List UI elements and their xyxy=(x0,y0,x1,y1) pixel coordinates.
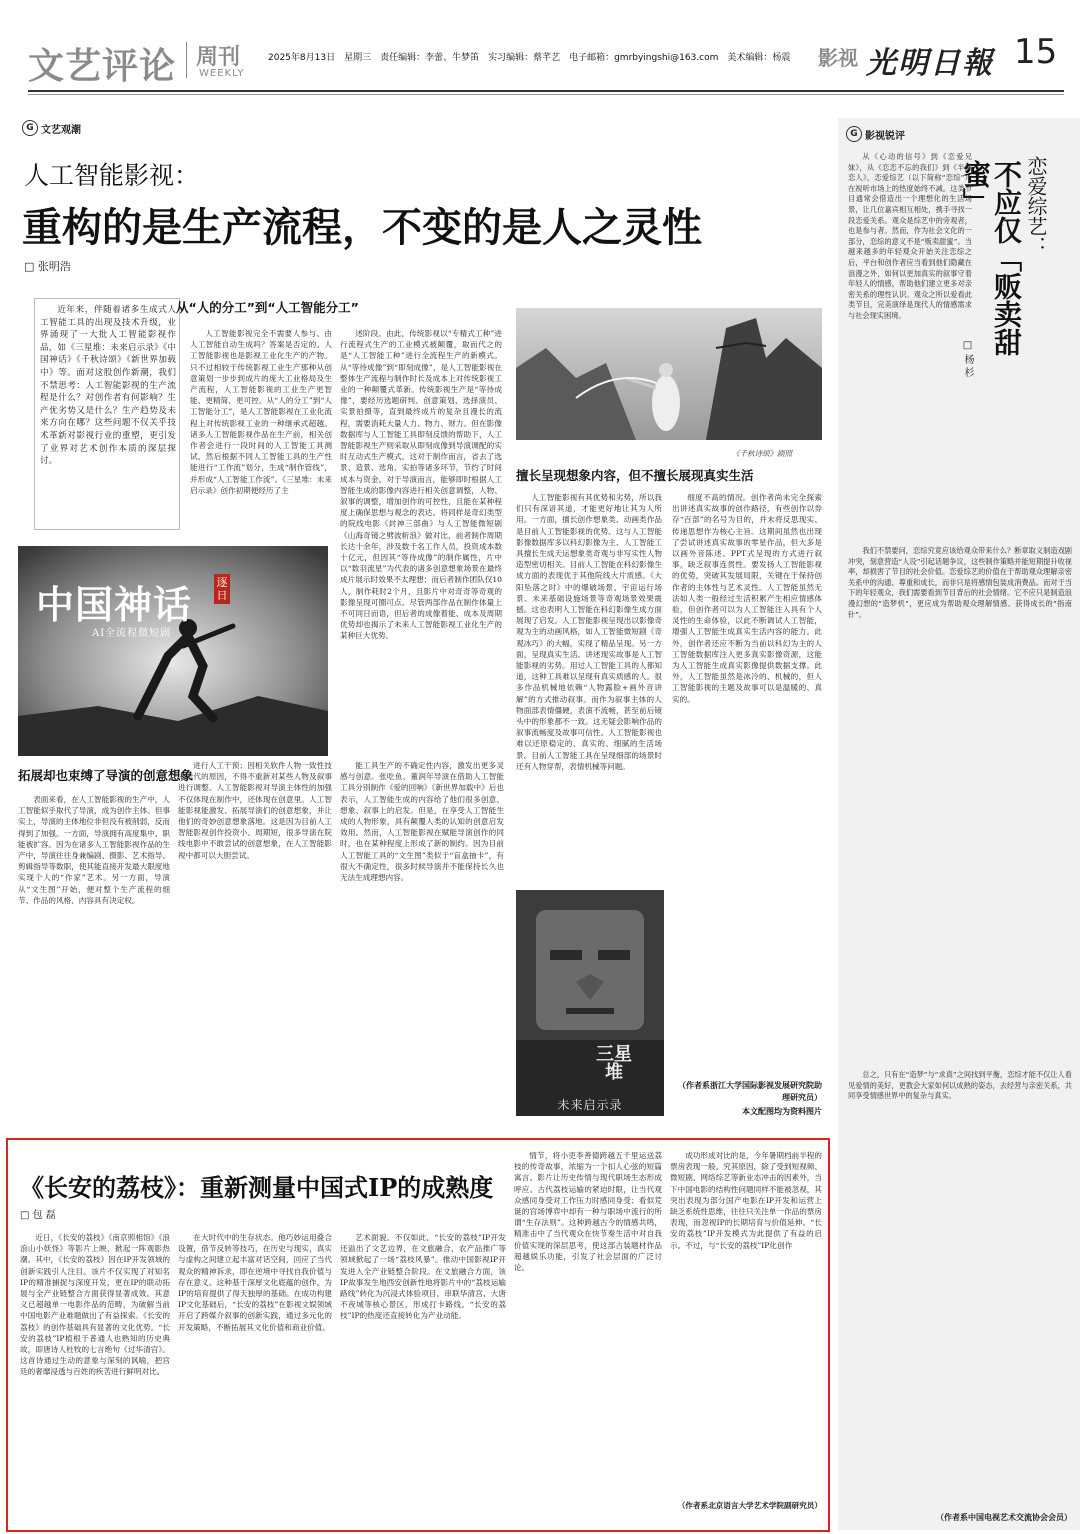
bottom-col-3-text: 艺术面貌。不仅如此，“长安的荔枝”IP开发还溢出了文艺边界，在文旅融合、农产品推广等领域掀起了一场“荔枝风暴”。推动中国影视IP开发进入全产业链整合阶段。在文旅融合方面，该IP故事发生地西安创新性地将影片中的“荔枝运输路线”转化为沉浸式体验项目，串联华清宫、大唐不夜城等核心景区，形成打卡路线。“长安的荔枝”IP的热度还直接转化为产业动能。 xyxy=(340,1233,506,1321)
sidebar-author: □ 杨 杉 xyxy=(962,340,973,378)
bottom-byline: □ 包 磊 xyxy=(20,1210,56,1221)
main-col-2-text: 述阶段。由此，传统影视以“专精式工种”进行流程式生产的工业模式被颠覆，取而代之的是“人工智能工种”进行全流程生产的新模式。从“等待成像”到“即刻成像”，是人工智能影视在整体生产流程与制作时长及成本上对传统影视工业的一种颠覆式革新。传统影视生产是“等待成像”，要经历选题研判、创意策划、选择演员、实景拍摄等，直到最终成片的复杂且漫长的流程，需要消耗大量人力、物力、财力。但在影像数据库与人工智能工具即刻反馈的帮助下，人工智能影视生产则采取从即刻成像到导演调配的实时互动式生产模式。这对于制作而言，省去了选景、造景、选角、实拍等诸多环节，节约了时间成本与资金。对于导演而言，能够即时根据人工智能生成的影像内容进行相关创意调整，人物、叙事的调整，增加创作的可控性，且能在某种程度上确保思想与观念的表达。将同样是奇幻类型的院线电影《封神三部曲》与人工智能微短剧《山海奇镜之劈波斩浪》做对比，前者制作周期长达十余年，涉及数千名工作人员，投资成本数十亿元，但因其“等待成像”的制作属性，片中以“数羽流星”为代表的诸多创意想象场景在最终成片展示时效果不太理想；而后者制作团队仅10人，制作耗时2个月，且影片中对奇奇等奇观的影像呈现可圈可点。尽管两部作品在制作体量上不可同日而语，但后者的成像着能、成本及周期优势却也揭示了未来人工智能影视工业化生产的某种巨大优势。 xyxy=(340,329,502,641)
bottom-col-4 xyxy=(514,1150,662,1524)
main-kicker: 人工智能影视： xyxy=(24,161,200,190)
subhead-division: 从“人的分工”到“人工智能分工” xyxy=(176,300,359,315)
section-name: 文艺评论 xyxy=(28,45,177,87)
main-col-5-text: 进行人工干预；因相关软件人物一致性技术选代的原因，不得不重新对某些人物及叙事进行调整。人工智能影视对导演主体性的加强不仅体现在制作中，还体现在创意里。人工智能影视能激发、拓展导演们的创意想象，并让他们的奇妙创意想象落地。这是因为目前人工智能影视创作投资小、周期短，很多导演在院线电影中不敢尝试的创意想象，在人工智能影视中都可以大胆尝试。 xyxy=(178,761,332,860)
main-badge-label: 文艺观潮 xyxy=(41,124,81,136)
sidebar-title: 不应仅「贩卖甜蜜」 xyxy=(959,160,1023,356)
poster-sanxingdui-art xyxy=(516,890,664,1116)
weekly-en-label: WEEKLY xyxy=(199,68,245,79)
poster1-title: 中国神话 xyxy=(36,583,193,627)
header-rule-thin xyxy=(28,94,1064,95)
main-col-6-text: 表面来看，在人工智能影视的生产中，人工智能似乎取代了导演，成为创作主体。但事实上，导演的主体地位非但没有被削弱，反而得到了加强。一方面，导演拥有高度集中、职能被扩容。因为在诸多人工智能影视作品的生产中，导演往往身兼编剧、摄影、艺术指导、剪辑指导等数职，使其能直接开发最大限度地实现个人的“作家”艺术。另一方面，导演从“文生图”开始，便对整个生产流程的细节、作品的风格、内容具有决定权。 xyxy=(18,795,170,905)
sidebar-body-1 xyxy=(848,152,972,538)
main-col-2 xyxy=(340,328,502,740)
bottom-col-4-text: 情节，将小吏李善德跨越五千里运送荔枝的传奇故事，浓缩为一个扣人心弦的短篇寓言。影片让历史传情与现代职场生态形成呼应。古代荔枝运输的紧迫时限，让当代观众感同身受对工作压力时感同身受；看似荒诞的官场博弈中却有一种与职场中流行的所谓“生存法则”。这种跨越古今的情感共鸣，精准击中了当代观众在快节奏生活中对自我价值实现的深层思考，使这部古装题材作品超越娱乐功能，引发了社会层面的广泛讨论。 xyxy=(514,1151,662,1273)
sidebar-body-3-text: 总之，只有在“造梦”与“求真”之间找到平衡，恋综才能不仅让人看见爱情的美好，更教会大家如何以成熟的姿态，去经营与亲密关系，共同享受情感世界中的复杂与真实。 xyxy=(848,1070,1072,1101)
guangming-logo-icon: G xyxy=(22,120,38,136)
header-rule xyxy=(28,90,1064,92)
bottom-col-3 xyxy=(340,1232,506,1524)
sidebar-body-3 xyxy=(848,1070,1072,1506)
bottom-col-5 xyxy=(670,1150,822,1498)
bottom-col-1 xyxy=(20,1232,170,1524)
header-meta: 2025年8月13日 星期三 责任编辑：李蕾、牛梦笛 实习编辑：蔡芊艺 电子邮箱：gmrbyingshi@163.com 美术编辑：杨震 xyxy=(268,53,791,63)
section-divider xyxy=(186,42,187,78)
main-col-7-text: 能工具生产的不确定性内容，激发出更多灵感与创意。张吃鱼、董润年导演在借助人工智能工具分别制作《爱的回响》《新世界加载中》后也表示，人工智能生成的内容给了他们很多创意、想象、叙事上的启发。但是，在享受人工智能生成的人物形象，具有颠覆人类的认知的创意启发效用。然而，人工智能影视在赋能导演创作的同时，也在某种程度上形成了新的制约。因为目前人工智能工具的“文生图”类似于“盲盒抽卡”，有很大不确定性，很多时候导演并不能保持长久也无法生成理想内容。 xyxy=(340,761,504,883)
bottom-credit: （作者系北京语言大学艺术学院副研究员） xyxy=(677,1501,822,1510)
main-col-6 xyxy=(18,794,170,1124)
painting-image xyxy=(516,308,822,440)
main-badge xyxy=(22,120,81,136)
poster2-title: 三星堆 xyxy=(596,1044,632,1083)
main-byline: □ 张明浩 xyxy=(24,260,71,273)
bottom-col-5-text: 成功形成对比的是，今年暑期档前半程的票房表现一般。究其原因，除了受到短视频、微短剧、网络综艺等新业态冲击的因素外，当下中国电影的结构性问题同样不能被忽视，其突出表现为部分国产电影在IP开发和运营上缺乏系统性思维，往往只关注单一作品的票房表现，而忽视IP的长期培育与价值延伸。“长安的荔枝”IP开发模式为此提供了有益的启示。不过，与“长安的荔枝”IP化创作 xyxy=(670,1151,822,1250)
main-credit: （作者系浙江大学国际影视发展研究院助理研究员） xyxy=(678,1081,822,1102)
main-col-1-text: 人工智能影视完全不需要人参与、由人工智能自动生成吗？答案是否定的。人工智能影视也是影视工业化生产的产物。只不过相较于传统影视工业生产那种从创意策划一步步到成片的庞大工业格局及生产流程，人工智能影视的工业生产更智能、更精简、更可控。从“人的分工”到“人工智能分工”，是人工智能影视在工业化流程上对传统影视工业的一种继承式超越。诸多人工智能影视作品在生产前，相关创作者会进行一段时间的人工智能工具测试，然后根据不同人工智能工具的生产性能进行“工作流”划分，生成“制作管线”，并形成“人工智能工作流”。《三星堆：未来启示录》创作初期便经历了主 xyxy=(190,329,332,495)
bottom-col-1-text: 近日，《长安的荔枝》《南京照相馆》《浪浪山小妖怪》等影片上映，掀起一阵观影热潮。其中，《长安的荔枝》因在IP开发领域的创新实践引人注目。该片不仅实现了对知名IP的精准捕捉与深度开发，更在IP的联动拓展与全产业链整合方面获得显著成效。其意义已超越单一电影作品的范畴，为破解当前中国电影产业难题做出了有益探索。《长安的荔枝》的创作基础具有显著的文化优势。“长安的荔枝”IP植根于普通人也熟知的历史典故，即唐诗人杜牧的七言绝句《过华清宫》。这首诗通过生动的意象与深刻的讽喻，把宫廷的奢靡浸透与百姓的疾苦进行鲜明对比。 xyxy=(20,1233,170,1377)
main-col-5 xyxy=(178,760,332,1124)
bottom-col-2 xyxy=(178,1232,332,1524)
sidebar-badge-label: 影视锐评 xyxy=(865,130,905,142)
page-number: 15 xyxy=(1014,32,1058,72)
newspaper-name: 光明日報 xyxy=(866,46,994,81)
sidebar-badge xyxy=(846,126,905,142)
sidebar-body-1-text: 从《心动的信号》到《恋爱兄妹》，从《恋恋不忘的我们》到《半熟恋人》，恋爱综艺（以下简称“恋综”）在视听市场上的热度始终不减。这类节目通常会借造出一个理想化的生活场景，让几位嘉宾相互相处，携手寻找一段恋爱关系。观众是综艺中的旁观者，也是参与者。然而，作为社会文化的一部分，恋综的意义不是“贩卖甜蜜”。当越来越多的年轻观众开始关注恋综之后，平台和创作者应当看到他们隐藏在浪漫之外，如何以更加真实的叙事守着年轻人的情感，帮助他们建立更多对亲密关系的理性认识。观众之所以爱看此类节目，完美演绎是现代人的情感需求与社会现实困境。 xyxy=(848,152,972,320)
header-category: 影视 xyxy=(818,46,858,70)
main-col-4 xyxy=(672,492,822,1066)
poster1-subtitle: 逐日 xyxy=(214,574,230,604)
subhead-director: 拓展却也束缚了导演的创意想象 xyxy=(18,768,194,783)
main-intro-text: 近年来，伴随着诸多生成式人工智能工具的出现及技术升级，业界涌现了一大批人工智能影视作品，如《三星堆：未来启示录》《中国神话》《千秋诗颂》《新世界加载中》等。面对这股创作新潮，我们不禁思考：人工智能影视的生产流程是什么？对创作者有何影响？生产优劣势又是什么？生产趋势及未来方向在哪？这些问题不仅关乎技术革新对影视行业的重塑，更引发了业界对艺术创作本质的深层探讨。 xyxy=(40,305,176,467)
bottom-title: 《长安的荔枝》：重新测量中国式IP的成熟度 xyxy=(20,1173,494,1202)
main-col-4-text: 细度不高的情况。创作者尚未完全探索出讲述真实故事的创作路径，有些创作以券存“百部”的名号为目的，并未将反思现实、传递思想作为核心主旨。这期间虽然也出现了尝试讲述真实故事的零星作品，但大多是以画外音陈述、PPT式呈现的方式进行叙事，缺乏叙事连贯性。要发扬人工智能影视的优势，突破其发展局限，关键在于保持创作者的主体性与艺术灵性。人工智能虽然无法如人类一般经过生活积累产生相应情感体验，但创作者可以为人工智能注入具有个人灵性的生命体验，以此不断调试人工智能，增强人工智能生成真实生活内容的能力。此外，创作者还应不断为当前以科幻为主的人工智能数据库注入更多真实影像资源，这能为人工智能生成真实影像提供数据支撑。此外，人工智能虽然是冰冷的、机械的，但人工智能影视的主题及故事可以是温暖的、真实的。 xyxy=(672,493,822,704)
poster1-tagline: AI全流程微短剧 xyxy=(92,628,172,639)
poster-sanxingdui xyxy=(516,890,664,1116)
main-col-7 xyxy=(340,760,504,1124)
subhead-strengths: 擅长呈现想象内容，但不擅长展现真实生活 xyxy=(516,468,754,483)
main-title: 重构的是生产流程，不变的是人之灵性 xyxy=(22,204,702,251)
weekly-label: 周刊 xyxy=(196,44,241,70)
painting-illustration xyxy=(516,308,822,440)
main-col-3-text: 人工智能影视有其优势和劣势，所以我们只有深谙其道，才能更好地让其为人所用。一方面，擅长创作想象类、动画类作品是目前人工智能影视的优势。这与人工智能影像数据库多以科幻影像为主、人工智能工具擅长生成天运想象类奇观与非写实性人物造型密切相关。目前人工智能在科幻影像生成方面的表现优于其他院线大片质感。《大阳坠落之时》中的爆破场景、宇宙运行场景、未来基础设施场景等奇观场景效果震撼。这也表明人工智能在科幻影像生成方面展现了启发。人工智能影视呈现出以影像奇观为主的动画风格，如人工智能微短剧《奇观冰巧》的大幅，实现了精品呈现。另一方面，呈现真实生活、讲述现实故事是人工智能影视的劣势。用过人工智能工具的人都知道，这种工具难以呈现有真实质感的人。很多作品机械地依赖“人物露脸+画外音讲解”的方式推动叙事。而作为叙事主体的人物面部表情僵硬，表演不流畅，甚至前后镜头中的形象都不一致。这无疑会影响作品的叙事流畅度及故事可信性。人工智能影视也难以还原稳定的、真实的、细腻的生活场景。目前人工智能工具在呈现细部的场景时还有人物穿帮，表情机械等问题。 xyxy=(516,493,662,771)
main-intro xyxy=(40,304,176,528)
bottom-col-2-text: 在大时代中的生存状态。他巧妙运用叠合设置，借节反转等技巧，在历史与现实，真实与虚构之间建立起丰富对话空间，回应了当代观众的精神诉求，即在逆境中寻找自我价值与存在意义。这种基于深厚文化底蕴的创作，为IP的培育提供了得天独厚的基础。在成功构建IP文化基础后，“长安的荔枝”在影视文娱领域开启了跨媒介叙事的创新实践，通过多元化的开发策略，不断拓展其文化价值和商业价值。 xyxy=(178,1233,332,1332)
sidebar-credit: （作者系中国电视艺术交流协会会员） xyxy=(936,1513,1072,1522)
poster2-subtitle: 未来启示录 xyxy=(557,1098,623,1112)
photo-credit: 本文配图均为资料图片 xyxy=(742,1107,822,1116)
painting-caption: 《千秋诗颂》剧照 xyxy=(732,449,792,458)
sidebar-body-2-text: 我们不禁要问，恋综究竟应该给观众带来什么？断章取义制造戏剧冲突，刻意营造“人设”引起话题争议，这些制作策略并能短期提升收视率，却损害了节目的社会价值。恋爱综艺的价值在于帮助观众理解亲密关系中的沟通、尊重和成长，而非只是将感情包装成消费品。而对于当下的年轻观众，我们需要看到节目背后的社会情绪。它不应只是制造浪漫幻想的“造梦机”，更应成为帮助观众理解情感、获得成长的“指南针”。 xyxy=(848,546,1072,619)
sidebar-body-2 xyxy=(848,546,1072,1066)
guangming-logo-icon: G xyxy=(846,126,862,142)
sidebar-subtitle: 恋爱综艺： xyxy=(1024,156,1048,256)
